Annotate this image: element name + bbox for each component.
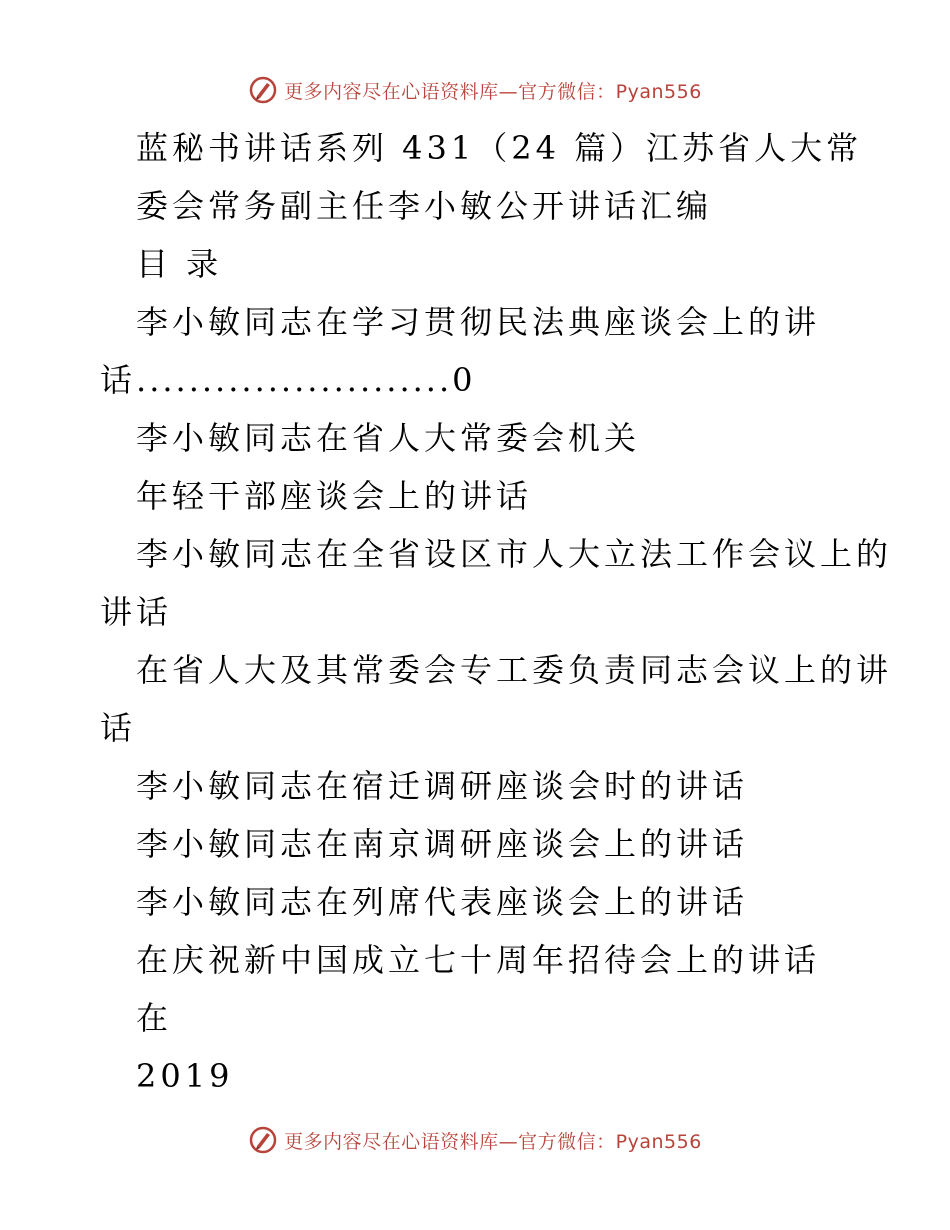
footer-banner xyxy=(0,1122,950,1158)
banner-text: 更多内容尽在心语资料库—官方微信：Pyan556 xyxy=(284,1130,702,1153)
toc-entry-9: 在 xyxy=(136,999,173,1037)
toc-entry-2-line2: 年轻干部座谈会上的讲话 xyxy=(136,477,533,515)
doc-title-line2: 委会常务副主任李小敏公开讲话汇编 xyxy=(136,187,713,225)
header-banner xyxy=(0,72,950,108)
toc-entry-3-line2: 讲话 xyxy=(100,593,173,631)
toc-heading: 目 录 xyxy=(136,245,223,283)
pen-circle-logo-icon xyxy=(248,1125,278,1155)
toc-entry-1-line2 xyxy=(100,360,477,400)
toc-entry-5: 李小敏同志在宿迁调研座谈会时的讲话 xyxy=(136,767,749,805)
toc-entry-4-line1: 在省人大及其常委会专工委负责同志会议上的讲 xyxy=(136,651,893,689)
toc-entry-4-line2: 话 xyxy=(100,709,137,747)
doc-title-line1: 蓝秘书讲话系列 431（24 篇）江苏省人大常 xyxy=(136,129,863,167)
toc-entry-8: 在庆祝新中国成立七十周年招待会上的讲话 xyxy=(136,941,821,979)
toc-entry-7: 李小敏同志在列席代表座谈会上的讲话 xyxy=(136,883,749,921)
toc-entry-1-line1: 李小敏同志在学习贯彻民法典座谈会上的讲 xyxy=(136,303,821,341)
toc-leader-dots: ........................ xyxy=(136,361,453,399)
toc-page-number: 0 xyxy=(452,361,477,399)
toc-entry-3-line1: 李小敏同志在全省设区市人大立法工作会议上的 xyxy=(136,535,893,573)
toc-entry-6: 李小敏同志在南京调研座谈会上的讲话 xyxy=(136,825,749,863)
toc-entry-1-tail: 话 xyxy=(100,361,137,399)
pen-circle-logo-icon xyxy=(248,75,278,105)
banner-text: 更多内容尽在心语资料库—官方微信：Pyan556 xyxy=(284,80,702,103)
toc-entry-2-line1: 李小敏同志在省人大常委会机关 xyxy=(136,419,641,457)
toc-entry-10: 2019 xyxy=(136,1057,234,1095)
